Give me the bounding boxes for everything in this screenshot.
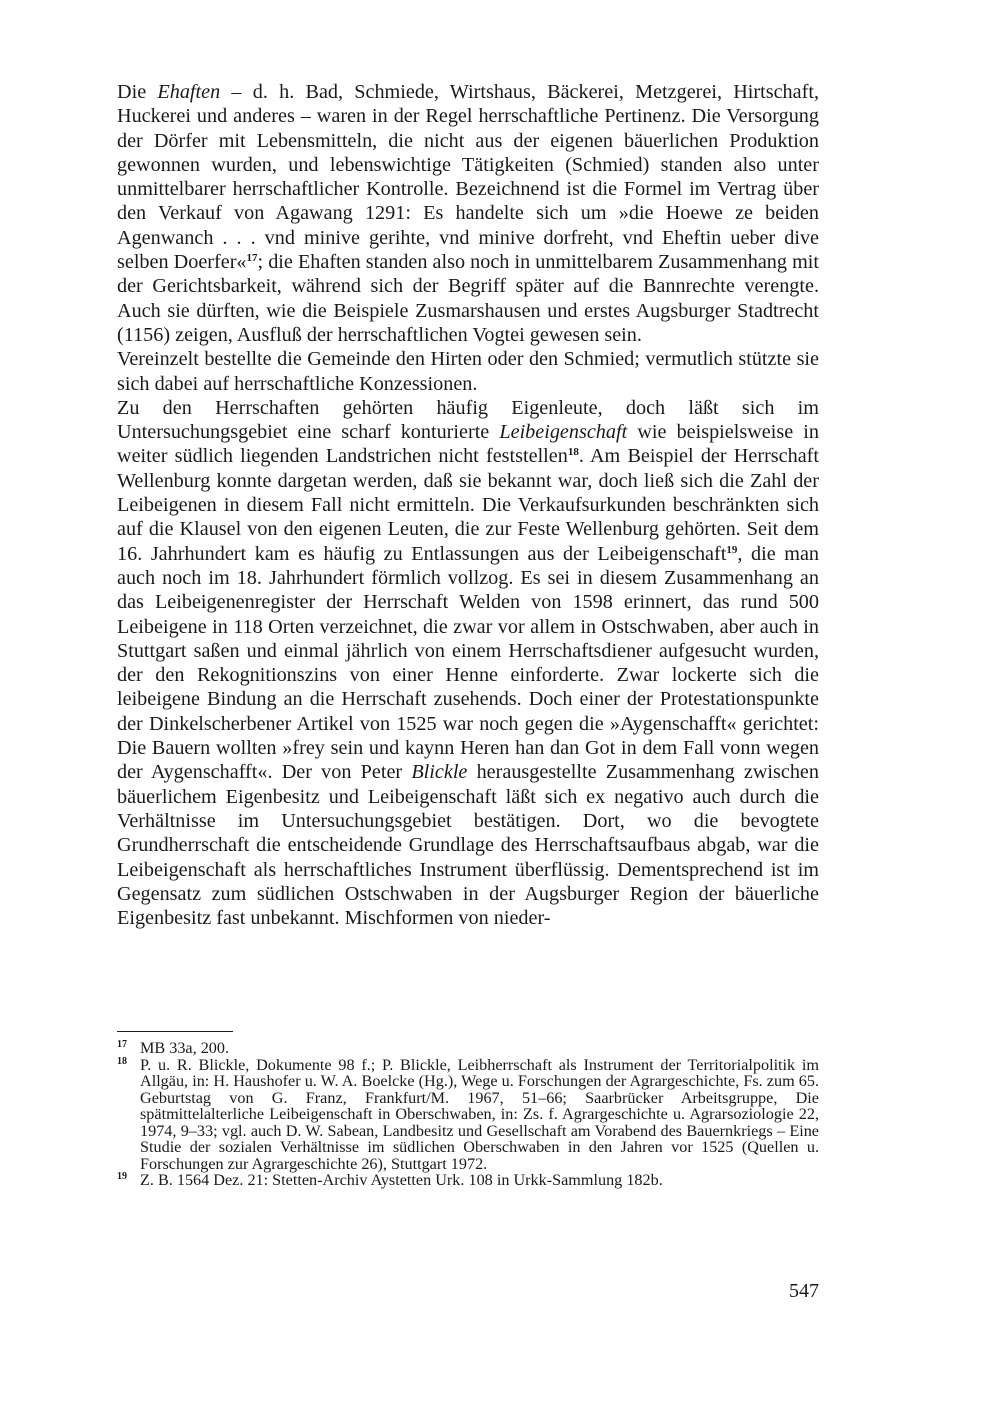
footnote-text: Z. B. 1564 Dez. 21: Stetten-Archiv Aystetten Urk. 108 in Urkk-Sammlung 182b. xyxy=(140,1171,663,1189)
text-run: wie beispielsweise in weiter südlich liegenden Landstrichen nicht feststellen xyxy=(117,421,819,468)
page-number: 547 xyxy=(789,1280,819,1302)
italic-text: Blickle xyxy=(411,761,468,784)
footnote-ref: 19 xyxy=(726,543,738,556)
main-text xyxy=(117,80,819,930)
text-run: Vereinzelt bestellte die Gemeinde den Hirten oder den Schmied; vermutlich stützte sie sich dabei auf herrschaftliche Konzessionen. xyxy=(117,348,819,395)
footnote-19 xyxy=(117,1172,819,1189)
footnote-text: P. u. R. Blickle, Dokumente 98 f.; P. Blickle, Leibherrschaft als Instrument der Territorialpolitik im Allgäu, in: H. Haushofer u. W. A. Boelcke (Hg.), Wege u. Forschungen der Agrargeschichte, Fs. zum 65. Geburtstag von G. Franz, Frankfurt/M. 1967, 51–66; Saarbrücker Arbeitsgruppe, Die spätmittelalterliche Leibeigenschaft in Oberschwaben, in: Zs. f. Agrargeschichte u. Agrarsoziologie 22, 1974, 9–33; vgl. auch D. W. Sabean, Landbesitz und Gesellschaft am Vorabend des Bauernkriegs – Eine Studie der sozialen Verhältnisse im südlichen Oberschwaben in den Jahren vor 1525 (Quellen u. Forschungen zur Agrargeschichte 26), Stuttgart 1972. xyxy=(140,1055,819,1173)
footnote-18 xyxy=(117,1057,819,1173)
footnotes xyxy=(117,1040,819,1189)
footnote-17 xyxy=(117,1040,819,1057)
footnote-number: 17 xyxy=(117,1039,127,1050)
italic-text: Leibeigenschaft xyxy=(499,421,628,444)
footnote-text: MB 33a, 200. xyxy=(140,1039,230,1057)
paragraph-gemeinde xyxy=(117,347,819,396)
text-run: Die xyxy=(117,81,158,103)
footnote-separator xyxy=(117,1031,233,1032)
footnote-number: 18 xyxy=(117,1055,127,1067)
text-run: – d. h. Bad, Schmiede, Wirtshaus, Bäckerei, Metzgerei, Hirtschaft, Huckerei und anderes – waren in der Regel herrschaftliche Pertinenz. Die Versorgung der Dörfer mit Lebensmitteln, die nicht aus der eigenen bäuerlichen Produktion gewonnen wurden, und lebenswichtige Tätigkeiten (Schmied) standen also unter unmittelbarer herrschaftlicher Kontrolle. Bezeichnend ist die Formel im Vertrag über den Verkauf von Agawang 1291: Es handelte sich um »die Hoewe ze beiden Agenwanch . . . vnd minive gerihte, vnd minive dorfreht, vnd Eheftin ueber dive selben Doerfer« xyxy=(117,81,819,274)
footnote-ref: 18 xyxy=(567,446,579,459)
paragraph-leibeigenschaft xyxy=(117,396,819,931)
footnote-number: 19 xyxy=(117,1171,127,1182)
paragraph-ehaften xyxy=(117,80,819,347)
text-run: . Am Beispiel der Herrschaft Wellenburg konnte dargetan werden, daß sie bekannt war, doch ließ sich die Zahl der Leibeigenen in diesem Fall nicht ermitteln. Die Verkaufsurkunden beschränkten sich auf die Klausel von den eigenen Leuten, die zur Feste Wellenburg gehörten. Seit dem 16. Jahrhundert kam es häufig zu Entlassungen aus der Leibeigenschaft xyxy=(117,445,819,565)
footnote-ref: 17 xyxy=(246,252,258,265)
text-run: ; die Ehaften standen also noch in unmittelbarem Zusammenhang mit der Gerichtsbarkeit, während sich der Begriff später auf die Bannrechte verengte. Auch sie dürften, wie die Beispiele Zusmarshausen und erstes Augsburger Stadtrecht (1156) zeigen, Ausfluß der herrschaftlichen Vogtei gewesen sein. xyxy=(117,251,819,346)
text-run: Zu den Herrschaften gehörten häufig Eigenleute, doch läßt sich im Untersuchungsgebiet eine scharf konturierte xyxy=(117,396,819,444)
italic-text: Ehaften xyxy=(157,81,221,103)
text-run: , die man auch noch im 18. Jahrhundert förmlich vollzog. Es sei in diesem Zusammenhang an das Leibeigenenregister der Herrschaft Welden von 1598 erinnert, das rund 500 Leibeigene in 118 Orten verzeichnet, die zwar vor allem in Ostschwaben, aber auch in Stuttgart saßen und einmal jährlich von einem Herrschaftsdiener aufgesucht wurden, der den Rekognitionszins von einer Henne einforderte. Zwar lockerte sich die leibeigene Bindung an die Herrschaft zusehends. Doch einer der Protestationspunkte der Dinkelscherbener Artikel von 1525 war noch gegen die »Aygenschafft« gerichtet: Die Bauern wollten »frey sein und kaynn Heren han dan Got in dem Fall vonn wegen der Aygenschafft«. Der von Peter xyxy=(117,542,820,784)
text-run: herausgestellte Zusammenhang zwischen bäuerlichem Eigenbesitz und Leibeigenschaft läßt sich ex negativo auch durch die Verhältnisse im Untersuchungsgebiet bestätigen. Dort, wo die bevogtete Grundherrschaft die entscheidende Grundlage des Herrschaftsaufbaus abgab, war die Leibeigenschaft als herrschaftliches Instrument überflüssig. Dementsprechend ist im Gegensatz zum südlichen Ostschwaben in der Augsburger Region der bäuerliche Eigenbesitz fast unbekannt. Mischformen von nieder- xyxy=(117,761,819,930)
